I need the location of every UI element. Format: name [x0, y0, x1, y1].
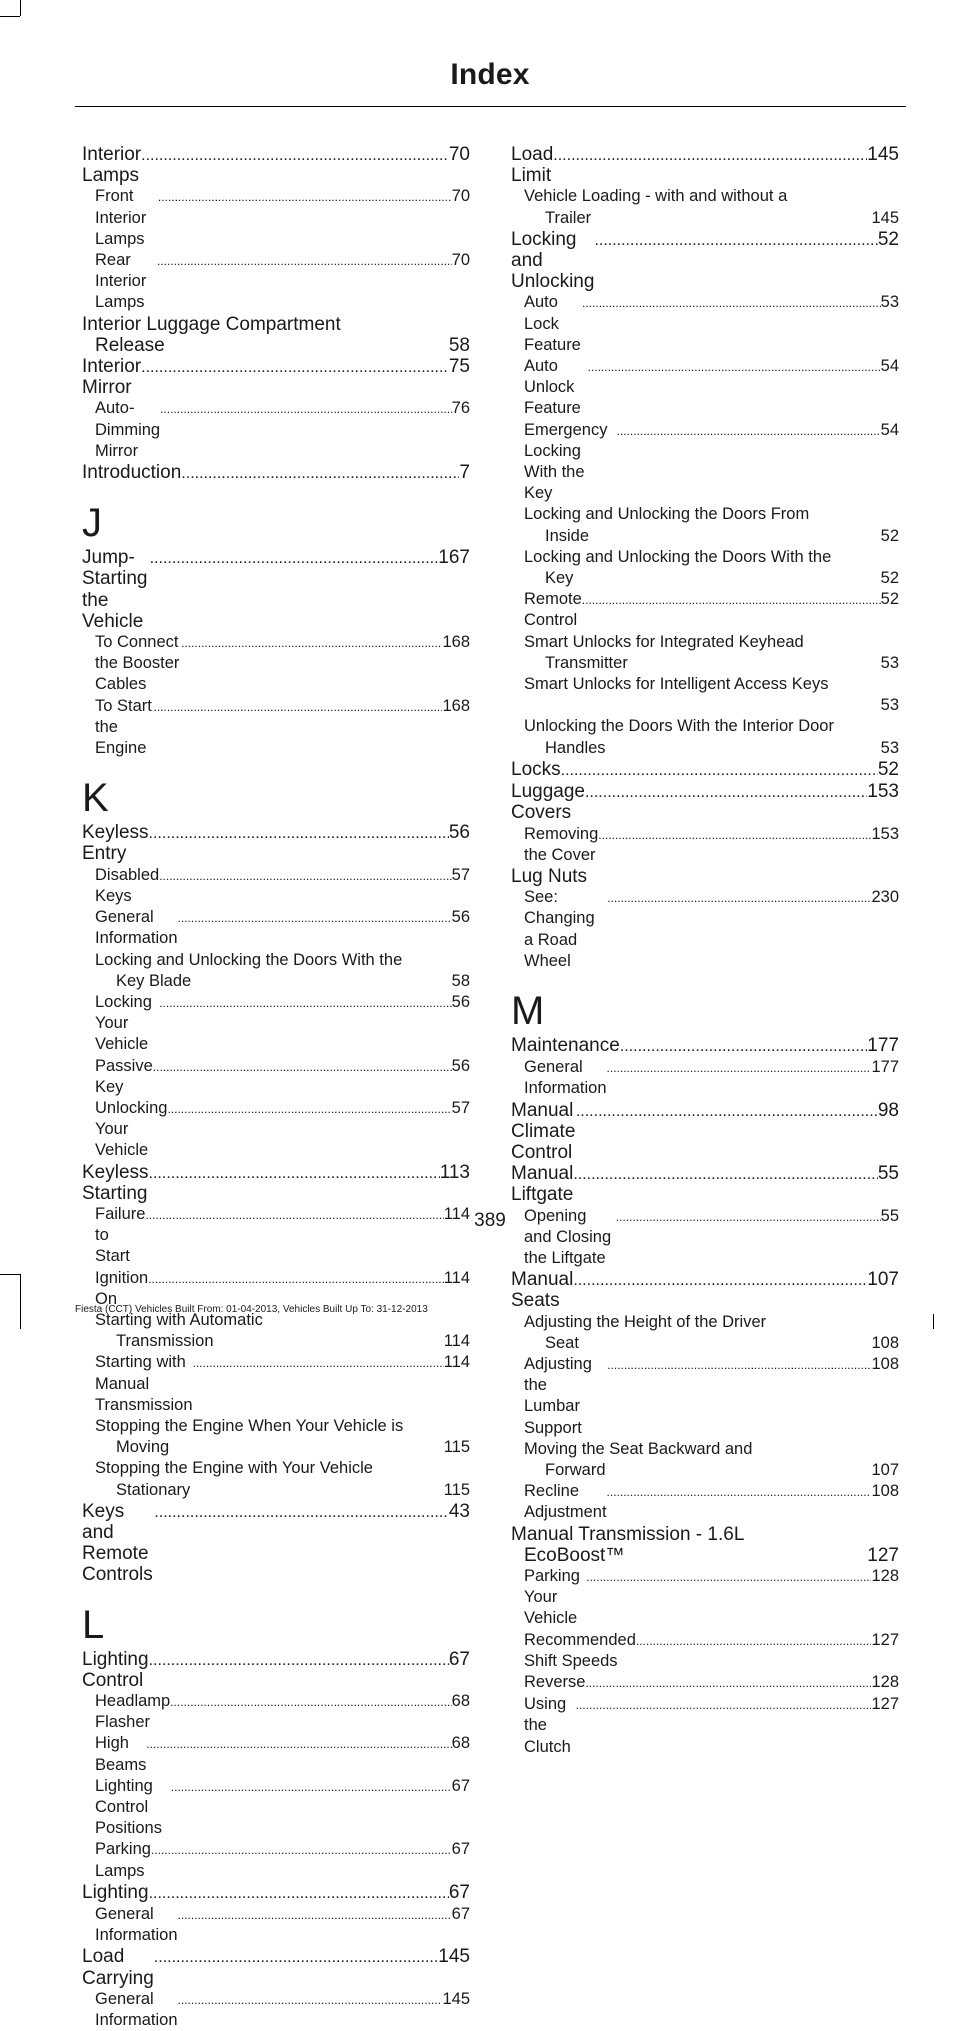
index-column-right — [511, 144, 899, 1758]
entry-term: Moving the Seat Backward and — [524, 1439, 753, 1458]
entry-term-continued: EcoBoost™ — [524, 1544, 625, 1566]
entry-term: Auto Unlock Feature — [524, 357, 581, 418]
index-entry — [511, 759, 899, 781]
entry-page: 70 — [451, 187, 470, 206]
index-subentry — [511, 632, 899, 674]
entry-term: Unlocking the Doors With the Interior Door — [524, 717, 834, 736]
index-subentry — [511, 1672, 899, 1694]
entry-page: 53 — [880, 738, 899, 757]
index-entry — [511, 1524, 899, 1566]
index-entry — [82, 1162, 470, 1204]
index-subentry — [82, 250, 470, 314]
index-entry — [511, 229, 899, 293]
entry-page: 55 — [877, 1163, 899, 1185]
entry-term-continued: Forward — [545, 1460, 606, 1479]
entry-term: Parking Lamps — [95, 1840, 151, 1880]
entry-page: 57 — [451, 865, 470, 884]
dot-leader — [573, 1270, 867, 1291]
index-subentry — [82, 398, 470, 462]
entry-term: Locking Your Vehicle — [95, 992, 152, 1054]
entry-term: Starting with Automatic — [95, 1310, 263, 1329]
entry-page: 145 — [867, 144, 899, 165]
entry-term: See: Changing a Road Wheel — [524, 888, 595, 970]
entry-continuation — [511, 1545, 899, 1566]
index-subentry — [511, 1566, 899, 1630]
entry-continuation — [524, 208, 899, 229]
entry-page: 68 — [451, 1734, 470, 1753]
entry-page: 7 — [459, 462, 470, 484]
dot-leader — [153, 1057, 452, 1078]
index-subentry — [82, 992, 470, 1056]
entry-page: 145 — [871, 208, 899, 227]
index-subentry — [82, 907, 470, 949]
entry-term: Interior Luggage Compartment — [82, 313, 341, 335]
entry-page: 53 — [880, 653, 899, 672]
index-entry — [511, 1100, 899, 1164]
entry-term: General Information — [95, 908, 178, 948]
entry-page: 108 — [871, 1354, 899, 1373]
dot-leader — [171, 1777, 452, 1798]
entry-term: Recline Adjustment — [524, 1482, 607, 1522]
entry-page: 127 — [871, 1695, 899, 1714]
entry-page: 53 — [880, 293, 899, 312]
index-subentry — [82, 1839, 470, 1881]
entry-page: 177 — [867, 1034, 899, 1056]
entry-term: Maintenance — [511, 1034, 620, 1056]
dot-leader — [178, 1990, 443, 2011]
entry-page: 115 — [443, 1438, 470, 1457]
entry-page: 167 — [438, 547, 470, 569]
page-number: 389 — [474, 1210, 506, 1231]
index-subentry — [82, 1310, 470, 1352]
entry-page: 68 — [451, 1692, 470, 1710]
dot-leader — [153, 697, 442, 718]
entry-term-continued: Release — [95, 334, 165, 356]
dot-leader — [154, 1947, 439, 1968]
entry-term: Stopping the Engine When Your Vehicle is — [95, 1416, 404, 1435]
entry-term: Rear Interior Lamps — [95, 251, 147, 312]
entry-term: Manual Seats — [511, 1269, 574, 1312]
entry-term-continued: Key — [545, 569, 574, 588]
dot-leader — [582, 293, 881, 314]
entry-term: Keyless Entry — [82, 822, 149, 865]
entry-term: To Start the Engine — [95, 696, 152, 758]
entry-term: Remote Control — [524, 590, 582, 630]
page-title: Index — [450, 58, 530, 91]
index-entry — [511, 866, 899, 887]
index-subentry — [82, 1691, 470, 1733]
index-subentry — [511, 716, 899, 758]
entry-continuation — [524, 1333, 899, 1354]
entry-term: To Connect the Booster Cables — [95, 633, 180, 694]
index-subentry — [511, 887, 899, 972]
entry-term: General Information — [95, 1989, 178, 2030]
dot-leader — [151, 1840, 452, 1861]
entry-continuation — [95, 1437, 470, 1458]
index-subentry — [511, 504, 899, 546]
entry-term: Removing the Cover — [524, 824, 599, 864]
dot-leader — [170, 1692, 451, 1713]
entry-page: 67 — [451, 1905, 470, 1924]
crop-mark-top-left-horizontal — [0, 16, 20, 17]
entry-page: 56 — [451, 908, 470, 927]
index-subentry — [82, 1458, 470, 1500]
entry-page: 153 — [867, 781, 899, 803]
entry-page: 70 — [451, 251, 470, 270]
index-entry — [511, 781, 899, 823]
entry-term: Starting with Manual Transmission — [95, 1353, 193, 1414]
entry-page: 177 — [871, 1058, 899, 1077]
entry-term-continued: Stationary — [116, 1480, 191, 1499]
index-subentry — [511, 1354, 899, 1439]
entry-term: High Beams — [95, 1734, 147, 1774]
index-subentry — [82, 1904, 470, 1946]
entry-page: 75 — [448, 356, 470, 378]
entry-term: Jump-Starting the Vehicle — [82, 547, 148, 632]
entry-term-continued: Moving — [116, 1438, 170, 1457]
entry-term: Stopping the Engine with Your Vehicle — [95, 1459, 373, 1478]
entry-term: Vehicle Loading - with and without a — [524, 187, 788, 206]
index-subentry — [82, 186, 470, 250]
dot-leader — [159, 866, 451, 887]
dot-leader — [149, 1650, 449, 1671]
entry-term-continued: Trailer — [545, 208, 592, 227]
index-subentry — [511, 1312, 899, 1354]
index-subentry — [511, 186, 899, 228]
entry-term: Locks — [511, 758, 561, 780]
index-subentry — [82, 1416, 470, 1458]
index-subentry — [82, 1733, 470, 1775]
index-entry — [82, 462, 470, 484]
index-subentry — [511, 292, 899, 356]
index-subentry — [511, 1481, 899, 1523]
index-subentry — [82, 1098, 470, 1162]
entry-page: 145 — [442, 1989, 470, 2008]
index-subentry — [82, 696, 470, 760]
dot-leader — [148, 1269, 443, 1290]
index-entry — [511, 1035, 899, 1057]
dot-leader — [159, 993, 451, 1014]
entry-term-continued: Seat — [545, 1333, 579, 1352]
entry-term: Locking and Unlocking — [511, 228, 595, 293]
index-entry — [82, 1649, 470, 1691]
section-letter: K — [82, 776, 109, 821]
entry-page: 108 — [871, 1333, 899, 1352]
entry-term: Headlamp Flasher — [95, 1692, 171, 1732]
entry-term: Load Carrying — [82, 1946, 154, 1989]
dot-leader — [620, 1036, 868, 1057]
entry-term: Adjusting the Height of the Driver — [524, 1312, 767, 1331]
index-subentry — [511, 420, 899, 505]
entry-continuation — [95, 971, 470, 992]
section-letter: J — [82, 501, 102, 546]
index-subentry — [511, 1630, 899, 1672]
index-entry — [82, 547, 470, 632]
dot-leader — [141, 357, 449, 378]
entry-page: 128 — [871, 1673, 899, 1692]
entry-page: 58 — [448, 334, 470, 356]
index-subentry — [511, 1439, 899, 1481]
dot-leader — [585, 1673, 871, 1694]
entry-page: 145 — [438, 1946, 470, 1968]
entry-term: Parking Your Vehicle — [524, 1567, 580, 1628]
entry-term-continued: Transmission — [116, 1332, 214, 1351]
dot-leader — [594, 230, 877, 251]
entry-term: Luggage Covers — [511, 781, 585, 824]
entry-page: 98 — [877, 1099, 899, 1121]
dot-leader — [561, 760, 878, 781]
entry-page: 114 — [443, 1332, 470, 1351]
dot-leader — [181, 633, 442, 654]
index-entry — [82, 1882, 470, 1904]
entry-page: 58 — [451, 971, 470, 990]
entry-page: 52 — [880, 569, 899, 588]
entry-continuation — [524, 1460, 899, 1481]
index-subentry — [511, 824, 899, 866]
entry-term: Keys and Remote Controls — [82, 1500, 153, 1586]
entry-term: Smart Unlocks for Integrated Keyhead — [524, 632, 804, 651]
entry-continuation — [524, 653, 899, 674]
entry-page: 113 — [439, 1161, 470, 1183]
entry-continuation — [95, 1480, 470, 1501]
index-entry — [511, 144, 899, 186]
entry-term: Lighting Control — [82, 1648, 149, 1691]
entry-term: Unlocking Your Vehicle — [95, 1098, 168, 1160]
dot-leader — [598, 825, 871, 846]
entry-term-continued: Transmitter — [545, 653, 628, 672]
dot-leader — [585, 782, 867, 803]
entry-page: 230 — [871, 888, 899, 907]
entry-term: Reverse — [524, 1673, 586, 1692]
entry-term: Interior Lamps — [82, 144, 142, 187]
entry-page: 56 — [451, 1056, 470, 1075]
entry-page: 56 — [448, 822, 470, 844]
entry-continuation — [95, 1331, 470, 1352]
index-entry — [82, 144, 470, 186]
entry-term: Introduction — [82, 462, 182, 484]
crop-mark-bottom-left-vertical — [20, 1274, 21, 1329]
entry-page: 153 — [871, 824, 899, 843]
dot-leader — [636, 1631, 872, 1652]
entry-term: General Information — [524, 1058, 607, 1098]
entry-continuation — [524, 568, 899, 589]
dot-leader — [607, 888, 871, 909]
entry-page: 52 — [877, 228, 899, 250]
entry-term: Manual Climate Control — [511, 1099, 576, 1163]
dot-leader — [576, 1695, 872, 1716]
entry-term: Passive Key — [95, 1056, 153, 1096]
entry-page: 52 — [880, 590, 899, 609]
dot-leader — [150, 548, 439, 569]
index-subentry — [511, 589, 899, 631]
dot-leader — [586, 1567, 871, 1588]
dot-leader — [157, 251, 452, 272]
dot-leader — [607, 1355, 871, 1376]
entry-page: 114 — [443, 1353, 470, 1372]
entry-term: Auto Lock Feature — [524, 293, 581, 354]
entry-page: 43 — [448, 1500, 470, 1522]
entry-page: 67 — [448, 1881, 470, 1903]
entry-term: Smart Unlocks for Intelligent Access Keys — [524, 675, 829, 694]
entry-page: 107 — [871, 1460, 899, 1479]
entry-term: Auto-Dimming Mirror — [95, 399, 161, 460]
entry-term: Manual Liftgate — [511, 1163, 574, 1206]
entry-continuation — [524, 526, 899, 547]
entry-page: 53 — [880, 696, 899, 715]
title-rule — [75, 106, 906, 107]
index-subentry — [82, 1776, 470, 1840]
entry-term: Locking and Unlocking the Doors From — [524, 505, 810, 524]
entry-page: 67 — [448, 1648, 470, 1670]
entry-term: Disabled Keys — [95, 865, 160, 905]
entry-continuation — [82, 335, 470, 356]
index-subentry — [511, 547, 899, 589]
dot-leader — [146, 1734, 451, 1755]
index-entry — [82, 1946, 470, 1988]
index-subentry — [511, 1057, 899, 1099]
entry-page: 54 — [880, 357, 899, 376]
index-subentry — [82, 950, 470, 992]
entry-page: 108 — [871, 1482, 899, 1501]
dot-leader — [607, 1058, 872, 1079]
entry-term: Keyless Starting — [82, 1161, 149, 1204]
dot-leader — [158, 187, 452, 208]
index-entry — [511, 1163, 899, 1205]
dot-leader — [154, 1502, 449, 1523]
dot-leader — [617, 421, 881, 442]
entry-term: Opening and Closing the Liftgate — [524, 1206, 612, 1267]
entry-page: 114 — [443, 1268, 470, 1287]
crop-mark-bottom-left-horizontal — [0, 1274, 20, 1275]
dot-leader — [149, 1163, 440, 1184]
entry-term-continued: Inside — [545, 526, 590, 545]
entry-page: 55 — [880, 1206, 899, 1225]
entry-page: 56 — [451, 992, 470, 1011]
index-subentry — [511, 1694, 899, 1758]
entry-term: Failure to Start — [95, 1204, 146, 1266]
entry-page: 52 — [877, 758, 899, 780]
entry-page: 114 — [443, 1204, 470, 1223]
entry-page: 107 — [867, 1269, 899, 1291]
entry-page: 67 — [451, 1776, 470, 1795]
entry-term: Lighting — [82, 1881, 149, 1903]
dot-leader — [181, 463, 459, 484]
entry-term: Emergency Locking With the Key — [524, 420, 608, 503]
index-entry — [82, 822, 470, 864]
index-entry — [82, 356, 470, 398]
index-entry — [511, 1269, 899, 1311]
entry-page: 127 — [871, 1630, 899, 1649]
dot-leader — [193, 1353, 444, 1374]
index-subentry — [82, 1989, 470, 2031]
crop-mark-bottom-right-vertical — [933, 1314, 934, 1329]
dot-leader — [149, 1883, 449, 1904]
entry-term: Ignition On — [95, 1268, 149, 1308]
section-letter: L — [82, 1602, 105, 1647]
entry-page: 54 — [880, 420, 899, 439]
entry-term: Locking and Unlocking the Doors With the — [524, 547, 832, 566]
index-column-left — [82, 144, 470, 2031]
entry-continuation — [524, 738, 899, 759]
index-subentry — [82, 1352, 470, 1416]
entry-term: Using the Clutch — [524, 1695, 571, 1756]
dot-leader — [149, 823, 449, 844]
section-letter: M — [511, 988, 545, 1033]
entry-term: Locking and Unlocking the Doors With the — [95, 950, 403, 969]
entry-term: Front Interior Lamps — [95, 187, 147, 248]
entry-term-continued: Key Blade — [116, 971, 192, 990]
entry-term: Lighting Control Positions — [95, 1776, 162, 1838]
dot-leader — [167, 1099, 451, 1120]
entry-term: Manual Transmission - 1.6L — [511, 1523, 745, 1545]
entry-continuation — [524, 695, 899, 716]
index-subentry — [82, 1056, 470, 1098]
entry-page: 168 — [442, 696, 470, 715]
index-entry — [82, 1501, 470, 1586]
dot-leader — [178, 908, 452, 929]
entry-term: Load Limit — [511, 144, 554, 187]
entry-page: 168 — [442, 633, 470, 652]
entry-term: Recommended Shift Speeds — [524, 1630, 636, 1670]
dot-leader — [573, 1164, 878, 1185]
entry-term: Lug Nuts — [511, 865, 588, 887]
crop-mark-top-left-vertical — [20, 0, 21, 16]
index-subentry — [511, 674, 899, 716]
entry-page: 128 — [871, 1567, 899, 1585]
entry-term: General Information — [95, 1905, 178, 1945]
entry-page: 57 — [451, 1098, 470, 1117]
entry-page: 76 — [451, 399, 470, 418]
dot-leader — [607, 1482, 872, 1503]
dot-leader — [588, 357, 881, 378]
index-subentry — [511, 356, 899, 420]
dot-leader — [160, 399, 452, 420]
entry-term: Adjusting the Lumbar Support — [524, 1354, 592, 1437]
index-subentry — [82, 865, 470, 907]
entry-page: 127 — [867, 1544, 899, 1566]
dot-leader — [141, 145, 449, 166]
entry-page: 115 — [443, 1480, 470, 1499]
entry-page: 67 — [451, 1840, 470, 1859]
footer-text: Fiesta (CCT) Vehicles Built From: 01-04-2013, Vehicles Built Up To: 31-12-2013 — [75, 1304, 428, 1315]
entry-term-continued: Handles — [545, 738, 606, 757]
dot-leader — [582, 590, 881, 611]
dot-leader — [576, 1101, 878, 1122]
index-subentry — [82, 632, 470, 696]
dot-leader — [178, 1905, 452, 1926]
dot-leader — [553, 145, 867, 166]
index-entry — [82, 314, 470, 356]
entry-page: 52 — [880, 526, 899, 545]
entry-page: 70 — [448, 144, 470, 165]
entry-term: Interior Mirror — [82, 356, 142, 399]
